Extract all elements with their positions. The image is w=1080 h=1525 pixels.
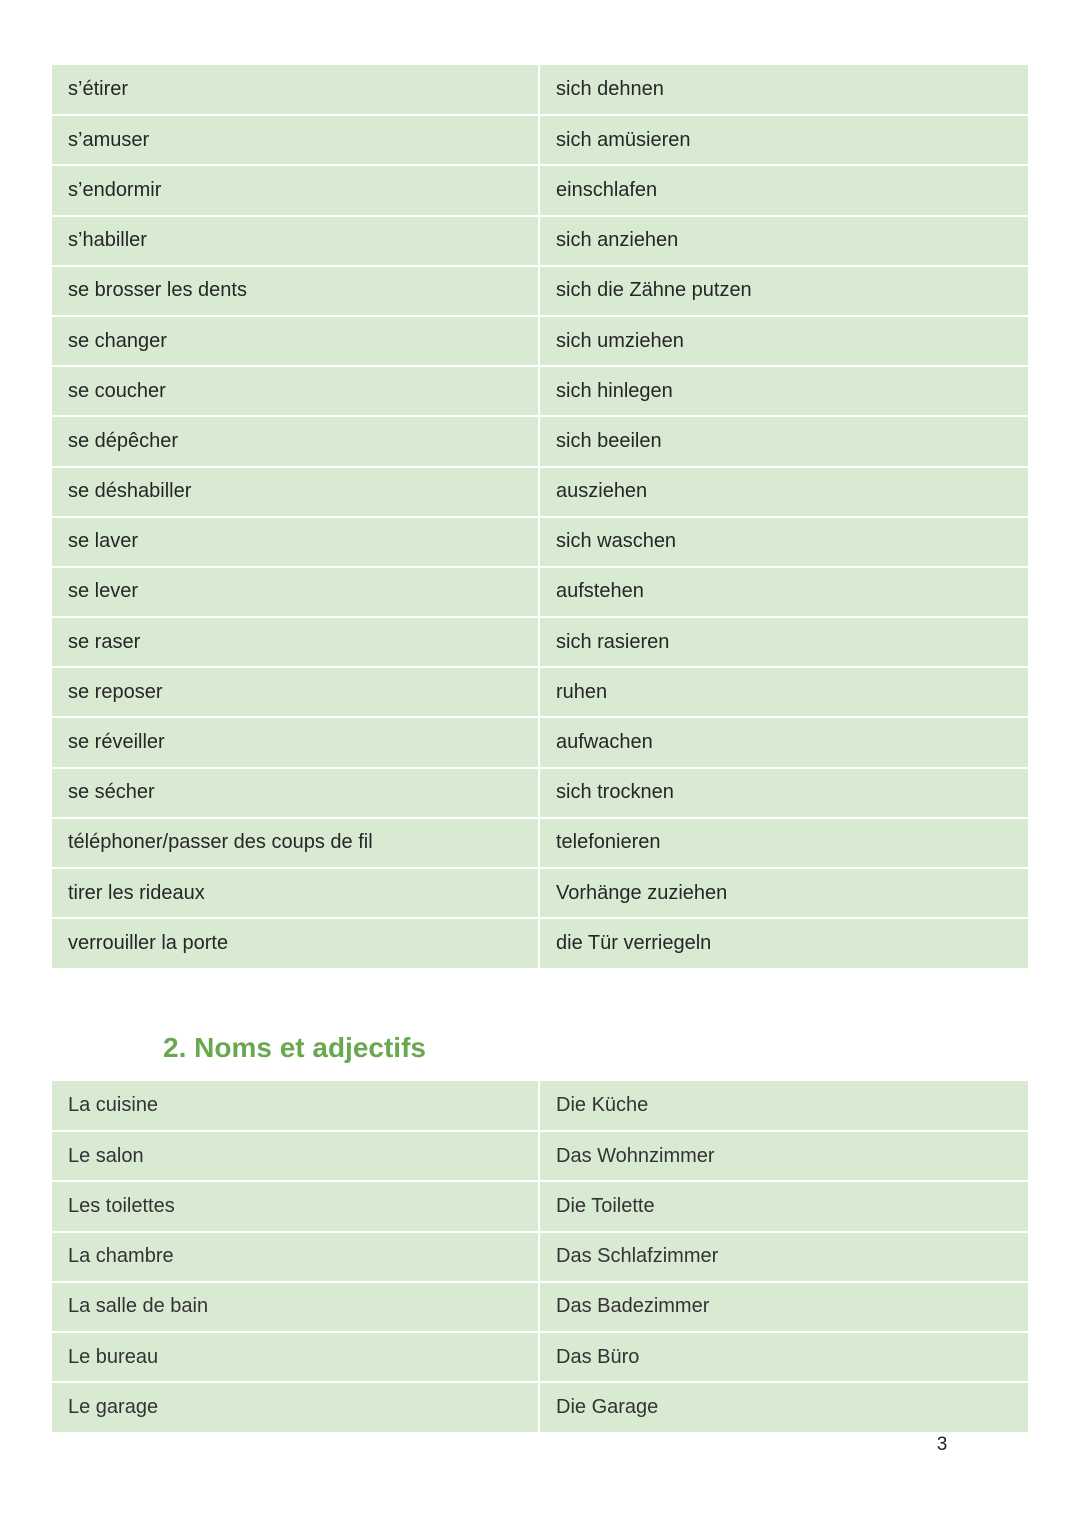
german-term: Die Garage [539, 1382, 1028, 1432]
french-term: s’endormir [52, 165, 539, 215]
french-term: Les toilettes [52, 1181, 539, 1231]
french-term: téléphoner/passer des coups de fil [52, 818, 539, 868]
french-term: se déshabiller [52, 467, 539, 517]
french-term: se sécher [52, 768, 539, 818]
french-term: se raser [52, 617, 539, 667]
french-term: Le bureau [52, 1332, 539, 1382]
french-term: tirer les rideaux [52, 868, 539, 918]
table-row [52, 567, 1028, 617]
table-row [52, 416, 1028, 466]
german-term: aufstehen [539, 567, 1028, 617]
french-term: La salle de bain [52, 1282, 539, 1332]
table-row [52, 1282, 1028, 1332]
table-row [52, 467, 1028, 517]
nouns-vocabulary-table [52, 1081, 1028, 1432]
french-term: s’amuser [52, 115, 539, 165]
french-term: Le salon [52, 1131, 539, 1181]
french-term: se réveiller [52, 717, 539, 767]
german-term: Die Toilette [539, 1181, 1028, 1231]
french-term: se coucher [52, 366, 539, 416]
french-term: La chambre [52, 1232, 539, 1282]
german-term: Das Badezimmer [539, 1282, 1028, 1332]
french-term: se dépêcher [52, 416, 539, 466]
table-row [52, 517, 1028, 567]
german-term: sich anziehen [539, 216, 1028, 266]
table-row [52, 667, 1028, 717]
german-term: sich hinlegen [539, 366, 1028, 416]
german-term: aufwachen [539, 717, 1028, 767]
german-term: telefonieren [539, 818, 1028, 868]
table-row [52, 918, 1028, 968]
french-term: se brosser les dents [52, 266, 539, 316]
table-row [52, 768, 1028, 818]
german-term: Das Schlafzimmer [539, 1232, 1028, 1282]
table-row [52, 1232, 1028, 1282]
german-term: sich umziehen [539, 316, 1028, 366]
german-term: ausziehen [539, 467, 1028, 517]
table-row [52, 366, 1028, 416]
french-term: s’habiller [52, 216, 539, 266]
french-term: La cuisine [52, 1081, 539, 1131]
french-term: se reposer [52, 667, 539, 717]
verbs-table-body [52, 65, 1028, 968]
table-row [52, 266, 1028, 316]
table-row [52, 1181, 1028, 1231]
table-row [52, 1382, 1028, 1432]
french-term: Le garage [52, 1382, 539, 1432]
table-row [52, 1332, 1028, 1382]
table-row [52, 818, 1028, 868]
german-term: sich waschen [539, 517, 1028, 567]
german-term: sich rasieren [539, 617, 1028, 667]
french-term: se changer [52, 316, 539, 366]
french-term: s’étirer [52, 65, 539, 115]
table-row [52, 1081, 1028, 1131]
table-row [52, 1131, 1028, 1181]
german-term: sich die Zähne putzen [539, 266, 1028, 316]
verbs-vocabulary-table [52, 65, 1028, 968]
german-term: Das Wohnzimmer [539, 1131, 1028, 1181]
table-row [52, 216, 1028, 266]
table-row [52, 65, 1028, 115]
german-term: Das Büro [539, 1332, 1028, 1382]
german-term: ruhen [539, 667, 1028, 717]
page-number: 3 [936, 1434, 948, 1455]
table-row [52, 617, 1028, 667]
german-term: die Tür verriegeln [539, 918, 1028, 968]
german-term: Vorhänge zuziehen [539, 868, 1028, 918]
section-heading: 2. Noms et adjectifs [163, 1032, 426, 1063]
table-row [52, 165, 1028, 215]
table-row [52, 868, 1028, 918]
german-term: sich trocknen [539, 768, 1028, 818]
table-row [52, 717, 1028, 767]
german-term: sich beeilen [539, 416, 1028, 466]
nouns-table-body [52, 1081, 1028, 1432]
german-term: sich amüsieren [539, 115, 1028, 165]
table-row [52, 316, 1028, 366]
table-row [52, 115, 1028, 165]
french-term: se lever [52, 567, 539, 617]
german-term: Die Küche [539, 1081, 1028, 1131]
french-term: se laver [52, 517, 539, 567]
german-term: sich dehnen [539, 65, 1028, 115]
german-term: einschlafen [539, 165, 1028, 215]
french-term: verrouiller la porte [52, 918, 539, 968]
